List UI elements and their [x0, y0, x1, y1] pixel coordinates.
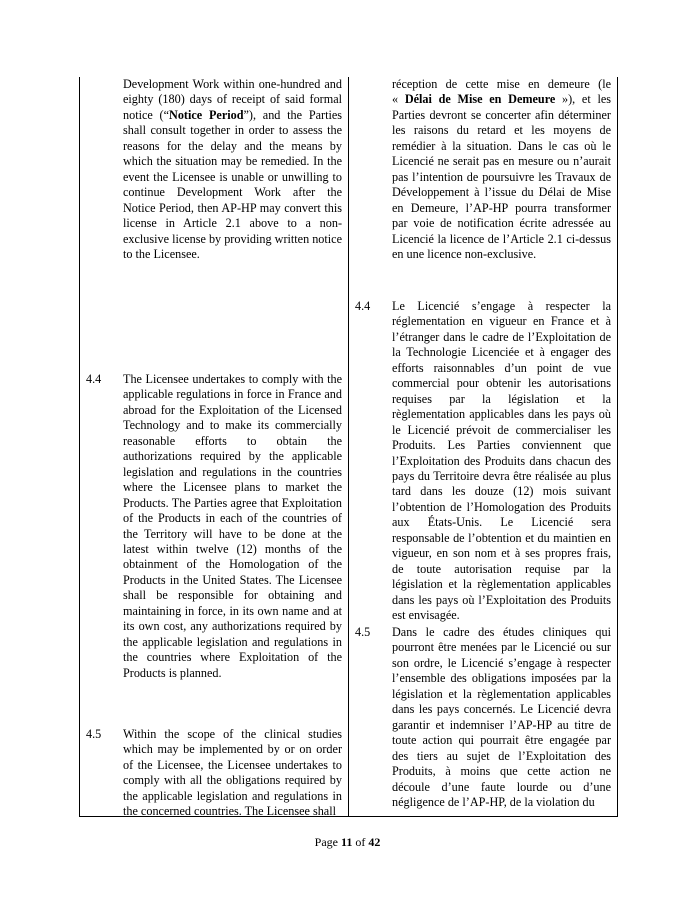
defined-term-delai-de-mise-en-demeure: Délai de Mise en Demeure — [404, 92, 556, 107]
page-of-label: of — [355, 835, 366, 849]
page-label: Page — [314, 835, 338, 849]
page-footer — [0, 835, 695, 850]
english-section-4-4-text: The Licensee undertakes to comply with the applicable regulations in force in France and abroad for the Exploitation of the Licensed Technology and to make its commercially reasonable efforts to obtain the authorizations required by the applicable legislation and regulations in the countries where the Licensee plans to market the Products. The Parties agree that Exploitation of the Products in each of the countries of the Territory will have to be done at the latest within twelve (12) months of the obtainment of the Homologation of the Products in the United States. The Licensee shall be responsible for obtaining and maintaining in force, in its own name and at its own cost, any authorizations required by the applicable legislation and regulations in the countries where Exploitation of the Products is planned. — [123, 372, 342, 680]
english-section-number-4-5: 4.5 — [86, 727, 102, 741]
french-section-number-4-5: 4.5 — [355, 625, 371, 639]
defined-term-notice-period: Notice Period — [169, 107, 244, 122]
french-section-4-5-text: Dans le cadre des études cliniques qui pourront être menées par le Licencié ou sur son ordre, le Licencié s’engage à respecter l’ensemble des obligations imposées par la législation et la règlementation applicables dans les pays concernés. Le Licencié devra garantir et indemniser l’AP-HP au titre de toute action qui pourrait être engagée par des tiers au sujet de l’Exploitation des Produits, à moins que cette action ne découle d’une faute lourde ou d’une négligence de l’AP-HP, de la violation du — [392, 625, 611, 809]
english-section-4-5-text: Within the scope of the clinical studies which may be implemented by or on order of the Licensee, the Licensee undertakes to comply with all the obligations required by the applicable legislation and regulations in the concerned countries. The Licensee shall — [123, 727, 342, 819]
page-current-number: 11 — [340, 835, 353, 849]
column-divider — [348, 77, 349, 816]
english-section-number-4-4: 4.4 — [86, 372, 102, 386]
page-total-number: 42 — [368, 835, 381, 849]
french-section-number-4-4: 4.4 — [355, 299, 371, 313]
english-continuation-paragraph: Development Work within one-hundred and eighty (180) days of receipt of said formal notice (“Notice Period”), and the Parties shall consult together in order to assess the reasons for the delay and the means by which the situation may be remedied. In the event the Licensee is unable or unwilling to continue Development Work after the Notice Period, then AP-HP may convert this license in Article 2.1 above to a non-exclusive license by providing written notice to the Licensee. — [123, 77, 343, 261]
french-continuation-paragraph: réception de cette mise en demeure (le « Délai de Mise en Demeure »), et les Parties devront se concerter afin déterminer les raisons du retard et les moyens de remédier à la situation. Dans le cas où le Licencié ne serait pas en mesure ou n’aurait pas l’intention de poursuivre les Travaux de Développement à l’issue du Délai de Mise en Demeure, l’AP-HP pourra transformer par voie de notification écrite adressée au Licencié la licence de l’Article 2.1 ci-dessus en une licence non-exclusive. — [392, 77, 611, 261]
french-section-4-4-text: Le Licencié s’engage à respecter la réglementation en vigueur en France et à l’étranger dans le cadre de l’Exploitation de la Technologie Licenciée et à engager des efforts raisonnables d’un point de vue commercial pour obtenir les autorisations requises par la législation et la règlementation applicables dans les pays où le Licencié prévoit de commercialiser les Produits. Les Parties conviennent que l’Exploitation des Produits dans chacun des pays du Territoire devra être réalisée au plus tard dans les douze (12) mois suivant l’obtention de l’Homologation des Produits aux États-Unis. Le Licencié sera responsable de l’obtention et du maintien en vigueur, en son nom et à ses propres frais, de toute autorisation requise par la législation et la règlementation applicables dans les pays où l’Exploitation des Produits est envisagée. — [392, 299, 611, 623]
